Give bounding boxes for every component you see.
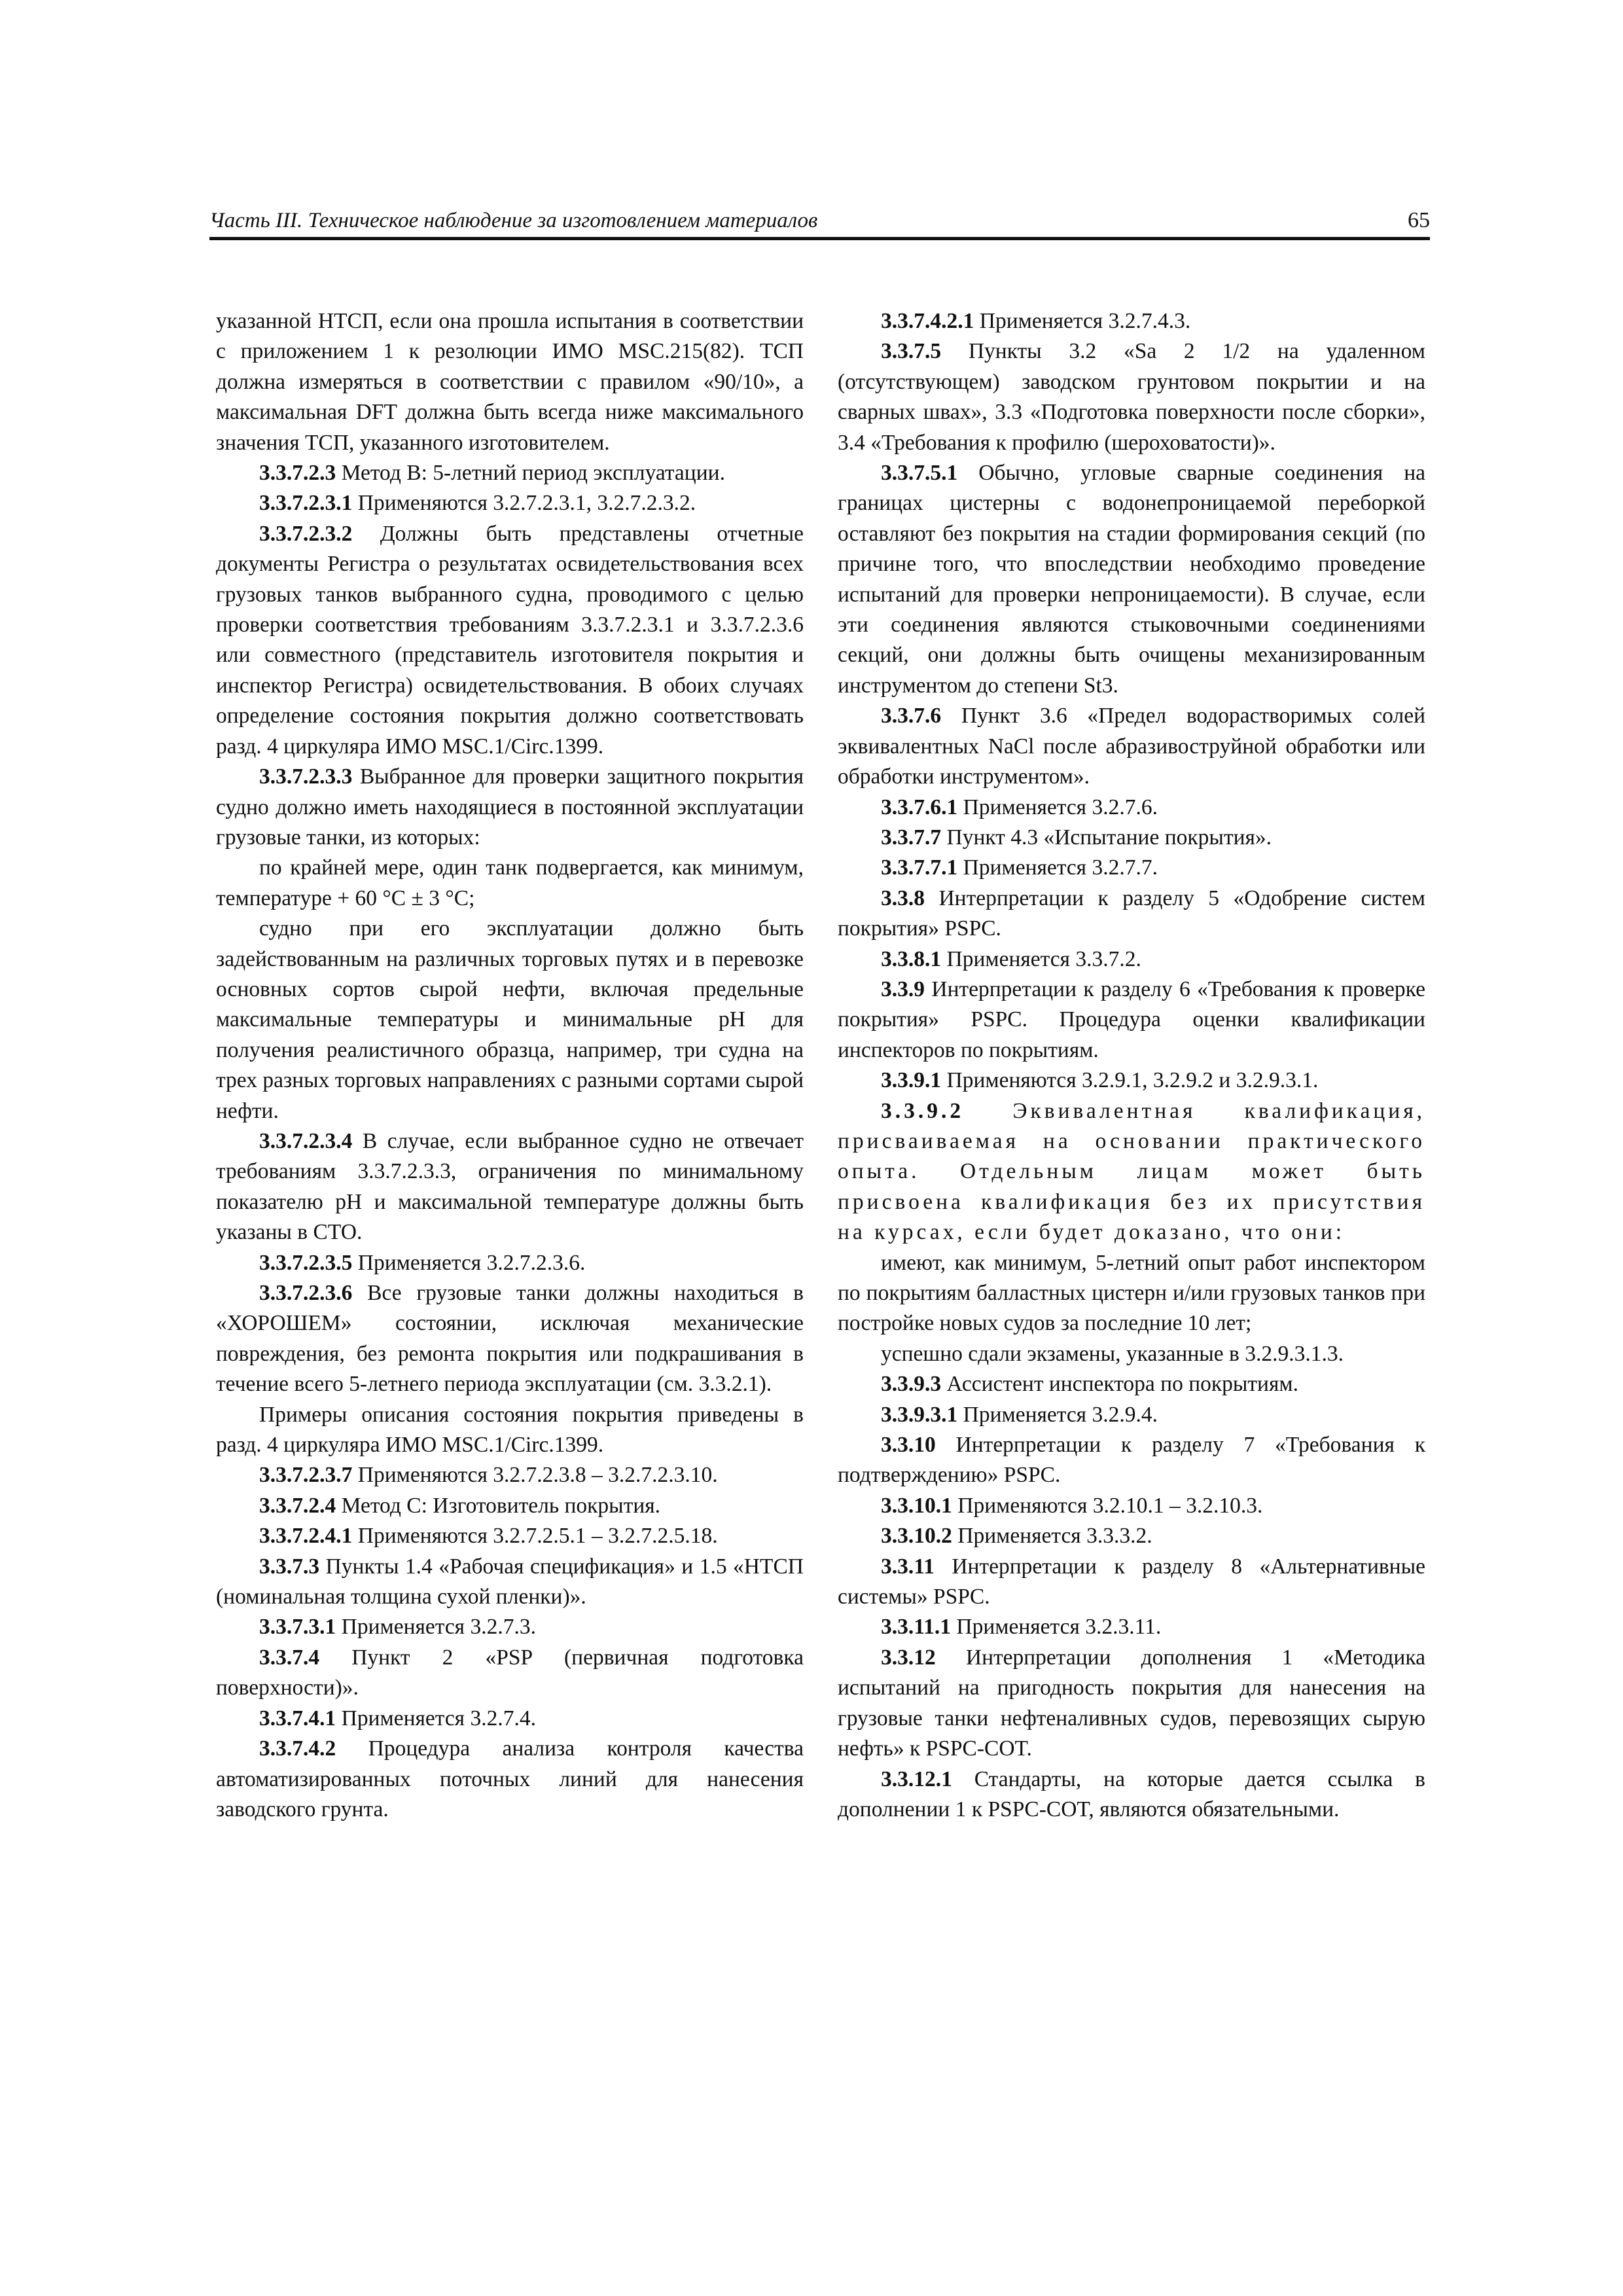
paragraph: 3.3.7.4.2.1 Применяется 3.2.7.4.3. [881, 309, 1191, 333]
left-column [216, 306, 804, 1825]
paragraph: Примеры описания состояния покрытия приведены в разд. 4 циркуляра ИМО MSC.1/Circ.1399. [216, 1402, 804, 1458]
running-header [209, 203, 1430, 240]
paragraph: 3.3.7.2.4.1 Применяются 3.2.7.2.5.1 – 3.2.7.2.5.18. [259, 1524, 718, 1549]
right-column [838, 306, 1425, 1825]
paragraph: 3.3.7.2.3.4 В случае, если выбранное судно не отвечает требованиям 3.3.7.2.3.3, ограничения по минимальному показателю pH и максимальной температуре должны быть указаны в СТО. [216, 1128, 804, 1245]
paragraph: указанной НТСП, если она прошла испытания в соответствии с приложением 1 к резолюции ИМО MSC.215(82). ТСП должна измеряться в соответствии с правилом «90/10», а максимальная DFT должна быть всегда ниже максимального значения ТСП, указанного изготовителем. [216, 309, 804, 455]
paragraph: 3.3.7.5 Пункты 3.2 «Sa 2 1/2 на удаленном (отсутствующем) заводском грунтовом покрытии и на сварных швах», 3.3 «Подготовка поверхности после сборки», 3.4 «Требования к профилю (шероховатости)». [838, 339, 1425, 455]
paragraph: 3.3.7.3 Пункты 1.4 «Рабочая спецификация» и 1.5 «НТСП (номинальная толщина сухой пленки)». [216, 1554, 804, 1609]
paragraph: 3.3.7.2.3.3 Выбранное для проверки защитного покрытия судно должно иметь находящиеся в постоянной эксплуатации грузовые танки, из которых: [216, 764, 804, 850]
paragraph: 3.3.11.1 Применяется 3.2.3.11. [881, 1615, 1162, 1640]
paragraph: 3.3.7.7 Пункт 4.3 «Испытание покрытия». [881, 825, 1272, 850]
paragraph: 3.3.9 Интерпретации к разделу 6 «Требования к проверке покрытия» PSPC. Процедура оценки квалификации инспекторов по покрытиям. [838, 977, 1425, 1062]
paragraph: 3.3.7.2.4 Метод С: Изготовитель покрытия. [259, 1493, 661, 1518]
paragraph: 3.3.7.4.1 Применяется 3.2.7.4. [259, 1706, 536, 1731]
paragraph: 3.3.7.2.3.7 Применяются 3.2.7.2.3.8 – 3.2.7.2.3.10. [259, 1463, 718, 1488]
paragraph: 3.3.8.1 Применяется 3.3.7.2. [881, 946, 1141, 971]
paragraph: 3.3.9.3 Ассистент инспектора по покрытиям. [881, 1372, 1298, 1397]
paragraph: 3.3.8 Интерпретации к разделу 5 «Одобрение систем покрытия» PSPC. [838, 886, 1425, 941]
paragraph: по крайней мере, один танк подвергается, как минимум, температуре + 60 °С ± 3 °С; [216, 855, 804, 910]
paragraph: 3.3.7.2.3.1 Применяются 3.2.7.2.3.1, 3.2.7.2.3.2. [259, 491, 696, 516]
paragraph: 3.3.7.7.1 Применяется 3.2.7.7. [881, 855, 1158, 880]
paragraph: 3.3.10.1 Применяются 3.2.10.1 – 3.2.10.3. [881, 1493, 1263, 1518]
paragraph: 3.3.7.2.3 Метод В: 5-летний период эксплуатации. [259, 461, 725, 486]
header-title: Часть III. Техническое наблюдение за изготовлением материалов [209, 209, 818, 232]
paragraph: 3.3.10 Интерпретации к разделу 7 «Требования к подтверждению» PSPC. [838, 1433, 1425, 1488]
paragraph: 3.3.9.3.1 Применяется 3.2.9.4. [881, 1402, 1158, 1427]
paragraph: 3.3.9.1 Применяются 3.2.9.1, 3.2.9.2 и 3.2.9.3.1. [881, 1068, 1319, 1093]
paragraph: 3.3.7.2.3.2 Должны быть представлены отчетные документы Регистра о результатах освидетельствования всех грузовых танков выбранного судна, проводимого с целью проверки соответствия требованиям 3.3.7.2.3.1 и 3.3.7.2.3.6 или совместного (представитель изготовителя покрытия и инспектор Регистра) освидетельствования. В обоих случаях определение состояния покрытия должно соответствовать разд. 4 циркуляра ИМО MSC.1/Circ.1399. [216, 521, 804, 759]
paragraph: 3.3.7.2.3.5 Применяется 3.2.7.2.3.6. [259, 1250, 586, 1275]
paragraph: 3.3.7.3.1 Применяется 3.2.7.3. [259, 1615, 536, 1640]
page-number: 65 [1408, 208, 1430, 232]
paragraph: 3.3.7.4 Пункт 2 «PSP (первичная подготовка поверхности)». [216, 1645, 804, 1700]
paragraph: имеют, как минимум, 5-летний опыт работ инспектором по покрытиям балластных цистерн и/или грузовых танков при постройке новых судов за последние 10 лет; [838, 1250, 1425, 1336]
paragraph: 3.3.12 Интерпретации дополнения 1 «Методика испытаний на пригодность покрытия для нанесения на грузовые танки нефтеналивных судов, перевозящих сырую нефть» к PSPC-COT. [838, 1645, 1425, 1761]
paragraph: 3.3.7.5.1 Обычно, угловые сварные соединения на границах цистерны с водонепроницаемой переборкой оставляют без покрытия на стадии формирования секций (по причине того, что впоследствии необходимо проведение испытаний для проверки непроницаемости). В случае, если эти соединения являются стыковочными соединениями секций, они должны быть очищены механизированным инструментом до степени St3. [838, 461, 1425, 698]
paragraph: 3.3.7.6.1 Применяется 3.2.7.6. [881, 795, 1158, 819]
paragraph: 3.3.12.1 Стандарты, на которые дается ссылка в дополнении 1 к PSPC-COT, являются обязательными. [838, 1767, 1425, 1821]
paragraph: 3.3.7.2.3.6 Все грузовые танки должны находиться в «ХОРОШЕМ» состоянии, исключая механические повреждения, без ремонта покрытия или подкрашивания в течение всего 5-летнего периода эксплуатации (см. 3.3.2.1). [216, 1281, 804, 1397]
paragraph: 3.3.10.2 Применяется 3.3.3.2. [881, 1524, 1152, 1549]
paragraph: судно при его эксплуатации должно быть задействованным на различных торговых путях и в перевозке основных сортов сырой нефти, включая предельные максимальные температуры и минимальные pH для получения реалистичного образца, например, три судна на трех разных торговых направлениях с разными сортами сырой нефти. [216, 916, 804, 1123]
paragraph: 3.3.7.4.2 Процедура анализа контроля качества автоматизированных поточных линий для нанесения заводского грунта. [216, 1736, 804, 1821]
paragraph: успешно сдали экзамены, указанные в 3.2.9.3.1.3. [881, 1341, 1344, 1366]
paragraph: 3.3.9.2 Эквивалентная квалификация, присваиваемая на основании практического опыта. Отдельным лицам может быть присвоена квалификация без их присутствия на курсах, если будет доказано, что они: [838, 1098, 1425, 1245]
paragraph: 3.3.7.6 Пункт 3.6 «Предел водорастворимых солей эквивалентных NaCl после абразивоструйной обработки или обработки инструментом». [838, 704, 1425, 789]
paragraph: 3.3.11 Интерпретации к разделу 8 «Альтернативные системы» PSPC. [838, 1554, 1425, 1609]
